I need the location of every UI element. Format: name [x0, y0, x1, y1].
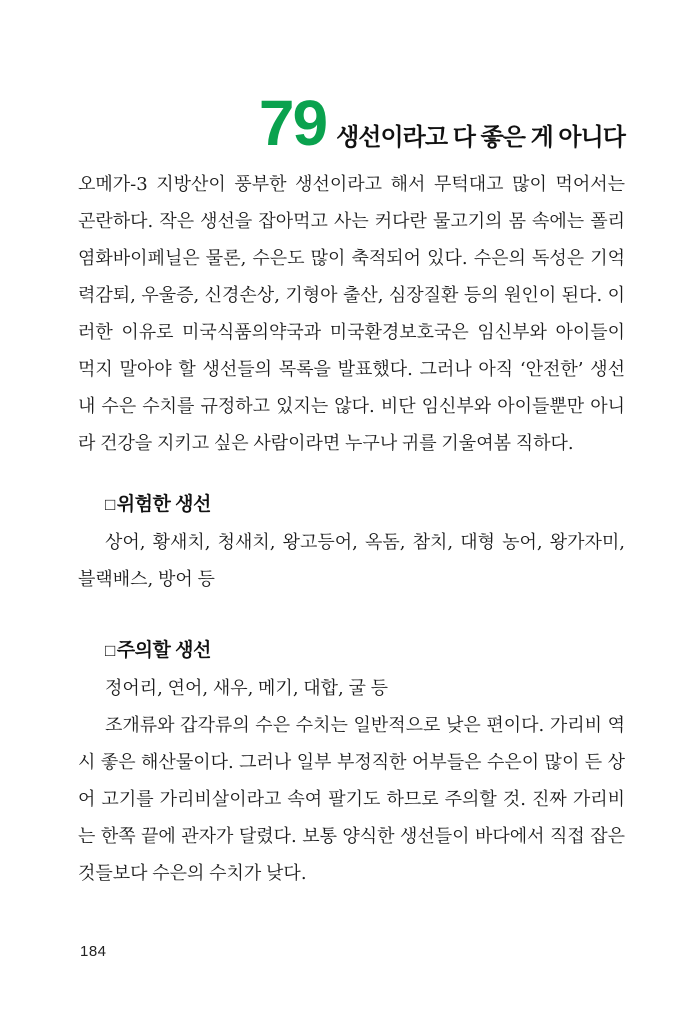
text-line: 력감퇴, 우울증, 신경손상, 기형아 출산, 심장질환 등의 원인이 된다. 이 — [78, 284, 625, 306]
chapter-number: 79 — [258, 87, 327, 159]
text-line: 어 고기를 가리비살이라고 속여 팔기도 하므로 주의할 것. 진짜 가리비 — [78, 788, 625, 810]
text-line: 염화바이페닐은 물론, 수은도 많이 축적되어 있다. 수은의 독성은 기억 — [78, 247, 625, 269]
square-bullet-icon: □ — [105, 640, 115, 660]
caution-fish-list — [78, 670, 625, 707]
section-dangerous-fish-header — [78, 490, 625, 520]
text-line: 블랙배스, 방어 등 — [78, 568, 215, 590]
text-line: 먹지 말아야 할 생선들의 목록을 발표했다. 그러나 아직 ‘안전한’ 생선 — [78, 358, 625, 380]
text-line: 오메가-3 지방산이 풍부한 생선이라고 해서 무턱대고 많이 먹어서는 — [78, 173, 625, 195]
text-line: 라 건강을 지키고 싶은 사람이라면 누구나 귀를 기울여봄 직하다. — [78, 432, 574, 454]
section-header-label: 주의할 생선 — [116, 639, 211, 661]
section-caution-fish — [78, 636, 625, 892]
text-line: 시 좋은 해산물이다. 그러나 일부 부정직한 어부들은 수은이 많이 든 상 — [78, 751, 625, 773]
text-line: 러한 이유로 미국식품의약국과 미국환경보호국은 임신부와 아이들이 — [78, 321, 625, 343]
text-line: 내 수은 수치를 규정하고 있지는 않다. 비단 임신부와 아이들뿐만 아니 — [78, 395, 625, 417]
text-line: 곤란하다. 작은 생선을 잡아먹고 사는 커다란 물고기의 몸 속에는 폴리 — [78, 210, 625, 232]
caution-fish-paragraph — [78, 707, 625, 892]
chapter-heading — [78, 87, 625, 159]
text-line: 것들보다 수은의 수치가 낮다. — [78, 862, 307, 884]
text-line: 는 한쪽 끝에 관자가 달렸다. 보통 양식한 생선들이 바다에서 직접 잡은 — [78, 825, 625, 847]
section-dangerous-fish — [78, 490, 625, 598]
chapter-title: 생선이라고 다 좋은 게 아니다 — [336, 124, 625, 151]
text-line: 정어리, 연어, 새우, 메기, 대합, 굴 등 — [105, 677, 388, 699]
square-bullet-icon: □ — [105, 494, 115, 514]
text-line: 조개류와 갑각류의 수은 수치는 일반적으로 낮은 편이다. 가리비 역 — [105, 714, 625, 736]
section-caution-fish-header — [78, 636, 625, 666]
section-header-label: 위험한 생선 — [116, 493, 211, 515]
intro-paragraph — [78, 166, 625, 462]
dangerous-fish-list — [78, 524, 625, 598]
text-line: 상어, 황새치, 청새치, 왕고등어, 옥돔, 참치, 대형 농어, 왕가자미, — [105, 531, 625, 553]
page-number: 184 — [80, 943, 107, 960]
